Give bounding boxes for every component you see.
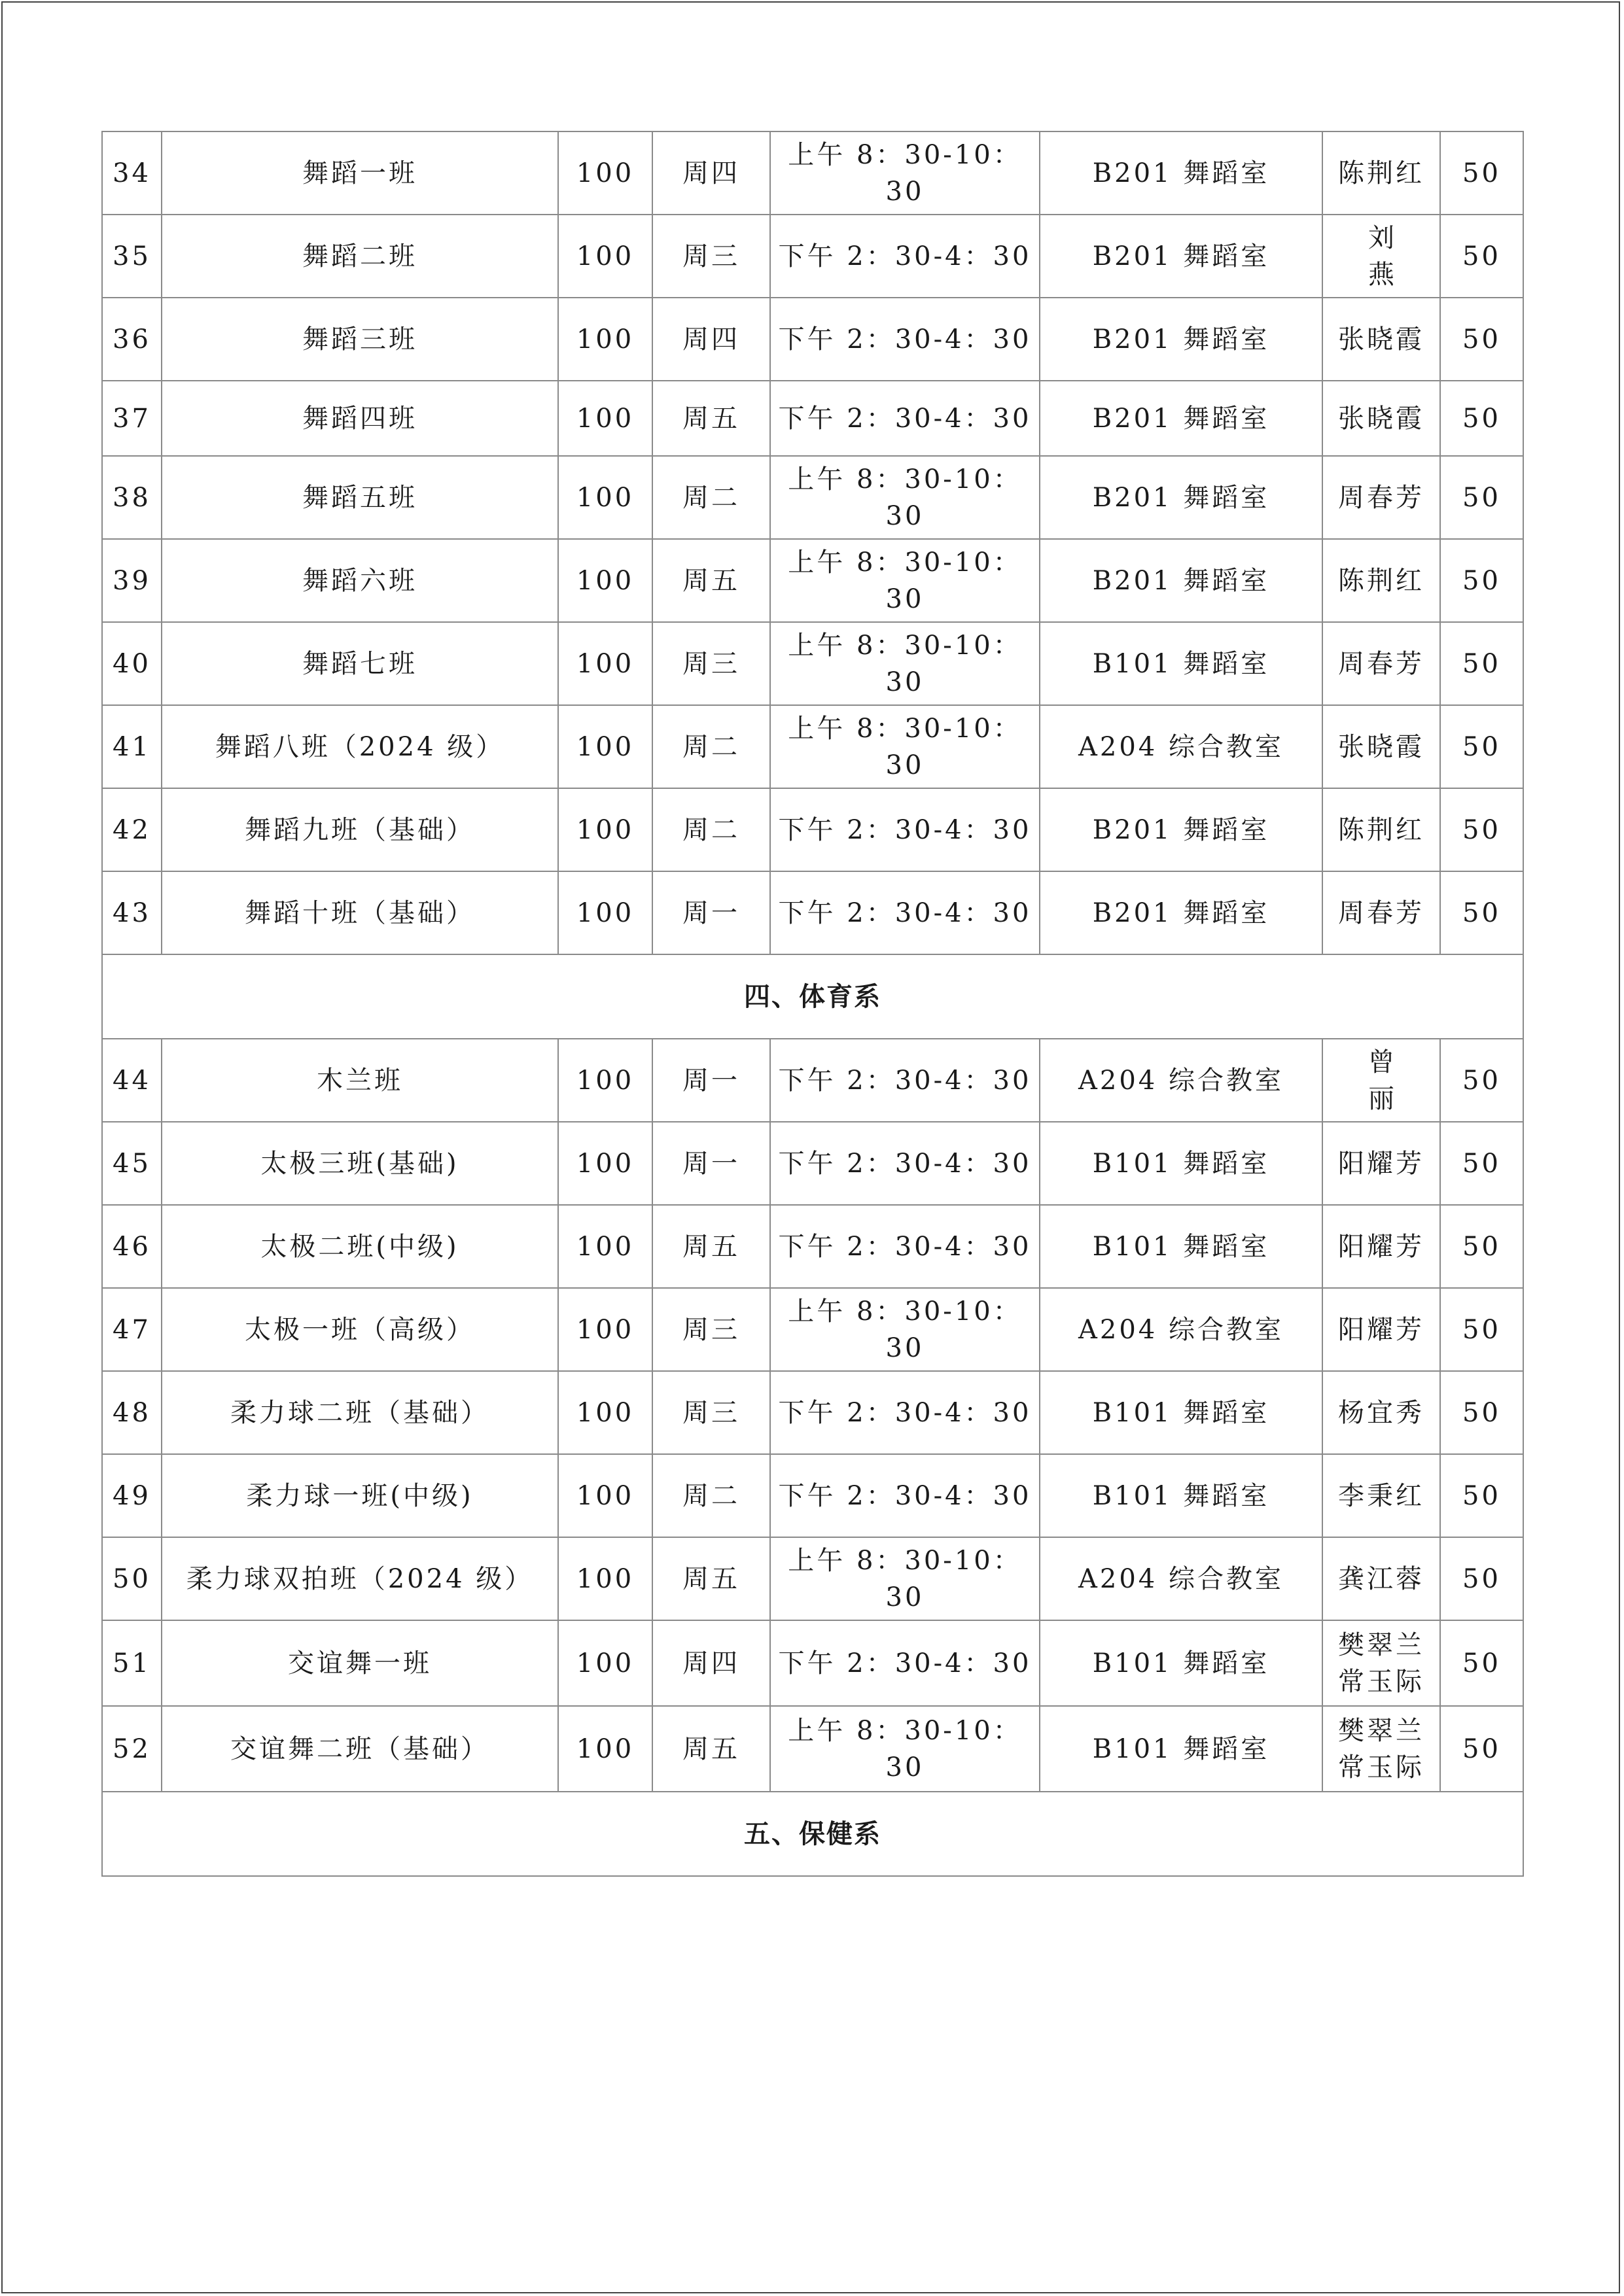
- weekday-cell: 周一: [652, 871, 770, 954]
- course-schedule-table: [101, 131, 1524, 1877]
- teacher-name: 刘燕: [1368, 222, 1418, 290]
- classroom-cell: B201 舞蹈室: [1040, 871, 1322, 954]
- teacher-cell: [1322, 131, 1440, 215]
- classroom-cell: B201 舞蹈室: [1040, 456, 1322, 539]
- health-section: [102, 1792, 1523, 1876]
- weekday-cell: 周五: [652, 381, 770, 456]
- teacher-cell: [1322, 1288, 1440, 1371]
- class-time-cell: 上午 8：30-10：30: [770, 1706, 1040, 1792]
- teacher-name: 陈荆红: [1338, 565, 1424, 596]
- teacher-name: 龚江蓉: [1338, 1563, 1424, 1594]
- row-number-cell: 47: [102, 1288, 162, 1371]
- teacher-cell: [1322, 705, 1440, 788]
- class-time-cell: 上午 8：30-10：30: [770, 456, 1040, 539]
- row-number-cell: 50: [102, 1537, 162, 1620]
- row-number-cell: 37: [102, 381, 162, 456]
- class-time-cell: 上午 8：30-10：30: [770, 705, 1040, 788]
- row-number-cell: 35: [102, 215, 162, 298]
- fee-cell: 100: [558, 1620, 652, 1706]
- capacity-cell: 50: [1440, 622, 1523, 705]
- weekday-cell: 周三: [652, 622, 770, 705]
- weekday-cell: 周三: [652, 1371, 770, 1454]
- class-name-cell: 舞蹈七班: [162, 622, 558, 705]
- fee-cell: 100: [558, 622, 652, 705]
- section-title-sports: 四、体育系: [102, 954, 1523, 1039]
- teacher-cell: [1322, 1122, 1440, 1205]
- classroom-cell: B101 舞蹈室: [1040, 1620, 1322, 1706]
- row-number-cell: 36: [102, 298, 162, 381]
- teacher-cell: [1322, 871, 1440, 954]
- class-name-cell: 舞蹈二班: [162, 215, 558, 298]
- row-number-cell: 48: [102, 1371, 162, 1454]
- teacher-name: 曾丽: [1368, 1047, 1418, 1114]
- table-row: [102, 298, 1523, 381]
- classroom-cell: B101 舞蹈室: [1040, 1706, 1322, 1792]
- classroom-cell: A204 综合教室: [1040, 1039, 1322, 1122]
- teacher-name: 陈荆红: [1338, 814, 1424, 845]
- teacher-name: 常玉际: [1338, 1666, 1424, 1697]
- table-row: [102, 381, 1523, 456]
- table-row: [102, 1205, 1523, 1288]
- row-number-cell: 42: [102, 788, 162, 871]
- capacity-cell: 50: [1440, 1288, 1523, 1371]
- fee-cell: 100: [558, 131, 652, 215]
- table-row: [102, 215, 1523, 298]
- class-name-cell: 柔力球双拍班（2024 级）: [162, 1537, 558, 1620]
- capacity-cell: 50: [1440, 788, 1523, 871]
- row-number-cell: 41: [102, 705, 162, 788]
- table-row: [102, 871, 1523, 954]
- classroom-cell: A204 综合教室: [1040, 1288, 1322, 1371]
- row-number-cell: 49: [102, 1454, 162, 1537]
- row-number-cell: 34: [102, 131, 162, 215]
- weekday-cell: 周五: [652, 539, 770, 622]
- classroom-cell: B101 舞蹈室: [1040, 1371, 1322, 1454]
- classroom-cell: B201 舞蹈室: [1040, 788, 1322, 871]
- teacher-name: 李秉红: [1338, 1480, 1424, 1511]
- sports-rows: [102, 1039, 1523, 1792]
- teacher-name: 张晓霞: [1338, 731, 1424, 762]
- weekday-cell: 周一: [652, 1122, 770, 1205]
- table-row: [102, 1288, 1523, 1371]
- fee-cell: 100: [558, 1122, 652, 1205]
- fee-cell: 100: [558, 381, 652, 456]
- class-name-cell: 舞蹈九班（基础）: [162, 788, 558, 871]
- class-time-cell: 上午 8：30-10：30: [770, 1288, 1040, 1371]
- row-number-cell: 39: [102, 539, 162, 622]
- row-number-cell: 46: [102, 1205, 162, 1288]
- capacity-cell: 50: [1440, 1122, 1523, 1205]
- teacher-cell: [1322, 539, 1440, 622]
- weekday-cell: 周三: [652, 215, 770, 298]
- table-row: [102, 131, 1523, 215]
- classroom-cell: B201 舞蹈室: [1040, 131, 1322, 215]
- teacher-name: 阳耀芳: [1338, 1231, 1424, 1262]
- table-row: [102, 1620, 1523, 1706]
- class-time-cell: 下午 2：30-4：30: [770, 1205, 1040, 1288]
- teacher-name: 周春芳: [1338, 482, 1424, 513]
- fee-cell: 100: [558, 539, 652, 622]
- class-time-cell: 下午 2：30-4：30: [770, 215, 1040, 298]
- weekday-cell: 周二: [652, 1454, 770, 1537]
- teacher-name: 阳耀芳: [1338, 1148, 1424, 1179]
- class-name-cell: 舞蹈四班: [162, 381, 558, 456]
- class-name-cell: 舞蹈五班: [162, 456, 558, 539]
- class-time-cell: 下午 2：30-4：30: [770, 298, 1040, 381]
- capacity-cell: 50: [1440, 1205, 1523, 1288]
- capacity-cell: 50: [1440, 705, 1523, 788]
- capacity-cell: 50: [1440, 1706, 1523, 1792]
- fee-cell: 100: [558, 1039, 652, 1122]
- capacity-cell: 50: [1440, 1371, 1523, 1454]
- table-row: [102, 1454, 1523, 1537]
- table-row: [102, 1122, 1523, 1205]
- teacher-cell: [1322, 1620, 1440, 1706]
- class-name-cell: 舞蹈八班（2024 级）: [162, 705, 558, 788]
- teacher-cell: [1322, 1205, 1440, 1288]
- weekday-cell: 周四: [652, 1620, 770, 1706]
- class-name-cell: 柔力球二班（基础）: [162, 1371, 558, 1454]
- dance-rows: [102, 131, 1523, 954]
- teacher-name: 阳耀芳: [1338, 1314, 1424, 1345]
- class-time-cell: 下午 2：30-4：30: [770, 1122, 1040, 1205]
- teacher-cell: [1322, 1371, 1440, 1454]
- weekday-cell: 周三: [652, 1288, 770, 1371]
- capacity-cell: 50: [1440, 1537, 1523, 1620]
- weekday-cell: 周四: [652, 131, 770, 215]
- row-number-cell: 45: [102, 1122, 162, 1205]
- capacity-cell: 50: [1440, 871, 1523, 954]
- row-number-cell: 40: [102, 622, 162, 705]
- teacher-cell: [1322, 622, 1440, 705]
- row-number-cell: 44: [102, 1039, 162, 1122]
- class-time-cell: 下午 2：30-4：30: [770, 1371, 1040, 1454]
- fee-cell: 100: [558, 298, 652, 381]
- table-row: [102, 456, 1523, 539]
- weekday-cell: 周二: [652, 456, 770, 539]
- capacity-cell: 50: [1440, 381, 1523, 456]
- capacity-cell: 50: [1440, 131, 1523, 215]
- teacher-cell: [1322, 1454, 1440, 1537]
- teacher-name: 樊翠兰: [1338, 1629, 1424, 1660]
- classroom-cell: B101 舞蹈室: [1040, 1454, 1322, 1537]
- class-name-cell: 太极二班(中级): [162, 1205, 558, 1288]
- fee-cell: 100: [558, 215, 652, 298]
- fee-cell: 100: [558, 705, 652, 788]
- fee-cell: 100: [558, 788, 652, 871]
- fee-cell: 100: [558, 1454, 652, 1537]
- table-row: [102, 539, 1523, 622]
- capacity-cell: 50: [1440, 1620, 1523, 1706]
- classroom-cell: A204 综合教室: [1040, 1537, 1322, 1620]
- class-time-cell: 上午 8：30-10：30: [770, 539, 1040, 622]
- fee-cell: 100: [558, 1288, 652, 1371]
- fee-cell: 100: [558, 456, 652, 539]
- row-number-cell: 52: [102, 1706, 162, 1792]
- class-name-cell: 舞蹈三班: [162, 298, 558, 381]
- table-row: [102, 1706, 1523, 1792]
- capacity-cell: 50: [1440, 1039, 1523, 1122]
- weekday-cell: 周五: [652, 1537, 770, 1620]
- capacity-cell: 50: [1440, 539, 1523, 622]
- teacher-cell: [1322, 1537, 1440, 1620]
- class-name-cell: 交谊舞一班: [162, 1620, 558, 1706]
- class-time-cell: 上午 8：30-10：30: [770, 622, 1040, 705]
- weekday-cell: 周一: [652, 1039, 770, 1122]
- class-time-cell: 上午 8：30-10：30: [770, 1537, 1040, 1620]
- teacher-name: 常玉际: [1338, 1752, 1424, 1783]
- weekday-cell: 周二: [652, 705, 770, 788]
- weekday-cell: 周五: [652, 1205, 770, 1288]
- teacher-name: 周春芳: [1338, 897, 1424, 928]
- fee-cell: 100: [558, 1205, 652, 1288]
- teacher-name: 陈荆红: [1338, 158, 1424, 188]
- teacher-cell: [1322, 215, 1440, 298]
- table-row: [102, 788, 1523, 871]
- class-name-cell: 舞蹈一班: [162, 131, 558, 215]
- class-time-cell: 下午 2：30-4：30: [770, 1620, 1040, 1706]
- section-title-health: 五、保健系: [102, 1792, 1523, 1876]
- row-number-cell: 38: [102, 456, 162, 539]
- sports-section: [102, 954, 1523, 1039]
- class-name-cell: 舞蹈十班（基础）: [162, 871, 558, 954]
- class-name-cell: 太极一班（高级）: [162, 1288, 558, 1371]
- table-row: [102, 622, 1523, 705]
- teacher-cell: [1322, 298, 1440, 381]
- fee-cell: 100: [558, 871, 652, 954]
- class-name-cell: 太极三班(基础): [162, 1122, 558, 1205]
- teacher-name: 杨宜秀: [1338, 1397, 1424, 1428]
- teacher-cell: [1322, 456, 1440, 539]
- class-time-cell: 下午 2：30-4：30: [770, 1039, 1040, 1122]
- teacher-name: 张晓霞: [1338, 403, 1424, 434]
- classroom-cell: B101 舞蹈室: [1040, 1122, 1322, 1205]
- weekday-cell: 周二: [652, 788, 770, 871]
- table-row: [102, 1371, 1523, 1454]
- teacher-name: 樊翠兰: [1338, 1715, 1424, 1746]
- class-name-cell: 舞蹈六班: [162, 539, 558, 622]
- teacher-cell: [1322, 1706, 1440, 1792]
- row-number-cell: 43: [102, 871, 162, 954]
- class-name-cell: 交谊舞二班（基础）: [162, 1706, 558, 1792]
- capacity-cell: 50: [1440, 298, 1523, 381]
- fee-cell: 100: [558, 1706, 652, 1792]
- class-time-cell: 上午 8：30-10：30: [770, 131, 1040, 215]
- fee-cell: 100: [558, 1371, 652, 1454]
- classroom-cell: B101 舞蹈室: [1040, 622, 1322, 705]
- teacher-name: 张晓霞: [1338, 324, 1424, 355]
- classroom-cell: B201 舞蹈室: [1040, 298, 1322, 381]
- fee-cell: 100: [558, 1537, 652, 1620]
- teacher-cell: [1322, 381, 1440, 456]
- teacher-cell: [1322, 788, 1440, 871]
- classroom-cell: B201 舞蹈室: [1040, 381, 1322, 456]
- table-row: [102, 1537, 1523, 1620]
- teacher-cell: [1322, 1039, 1440, 1122]
- weekday-cell: 周五: [652, 1706, 770, 1792]
- classroom-cell: B101 舞蹈室: [1040, 1205, 1322, 1288]
- row-number-cell: 51: [102, 1620, 162, 1706]
- capacity-cell: 50: [1440, 456, 1523, 539]
- class-time-cell: 下午 2：30-4：30: [770, 871, 1040, 954]
- classroom-cell: B201 舞蹈室: [1040, 215, 1322, 298]
- capacity-cell: 50: [1440, 215, 1523, 298]
- table-row: [102, 705, 1523, 788]
- table-row: [102, 1039, 1523, 1122]
- classroom-cell: A204 综合教室: [1040, 705, 1322, 788]
- class-time-cell: 下午 2：30-4：30: [770, 788, 1040, 871]
- teacher-name: 周春芳: [1338, 648, 1424, 679]
- class-name-cell: 柔力球一班(中级): [162, 1454, 558, 1537]
- class-time-cell: 下午 2：30-4：30: [770, 1454, 1040, 1537]
- class-name-cell: 木兰班: [162, 1039, 558, 1122]
- weekday-cell: 周四: [652, 298, 770, 381]
- class-time-cell: 下午 2：30-4：30: [770, 381, 1040, 456]
- capacity-cell: 50: [1440, 1454, 1523, 1537]
- classroom-cell: B201 舞蹈室: [1040, 539, 1322, 622]
